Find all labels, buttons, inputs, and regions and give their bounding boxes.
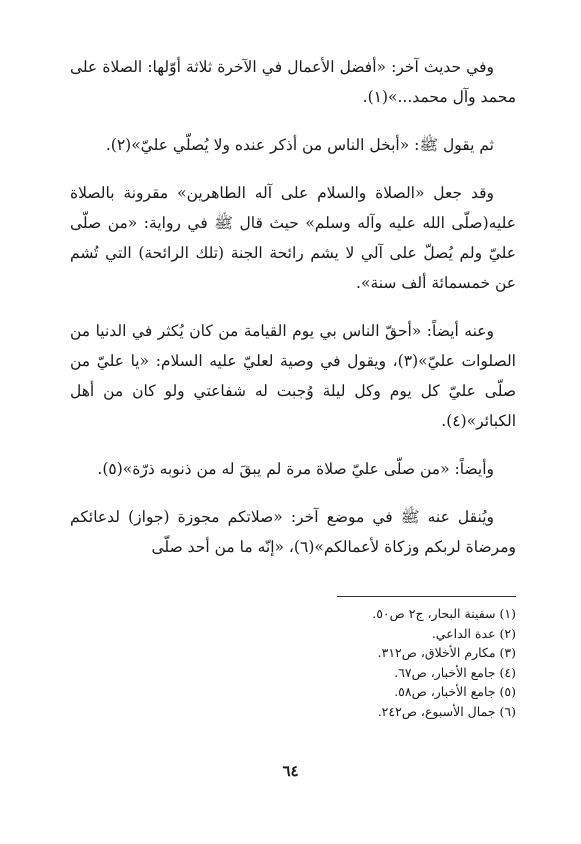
footnotes-list xyxy=(70,604,516,721)
paragraph: وعنه أيضاً: «أحقّ الناس بي يوم القيامة من كان يُكثر في الدنيا من الصلوات عليّ»(٣)، ويقول في وصية لعليّ عليه السلام: «يا عليّ من صلّى عليّ كل يوم وكل ليلة وُجبت له شفاعتي ولو كان من أهل الكبائر»(٤). xyxy=(70,322,516,430)
paragraph: ثم يقول ﷺ: «أبخل الناس من أذكر عنده ولا يُصلّي عليّ»(٢). xyxy=(105,136,494,154)
page-number: ٦٤ xyxy=(282,762,299,780)
paragraph: وأيضاً: «من صلّى عليّ صلاة مرة لم يبقَ له من ذنوبه ذرّة»(٥). xyxy=(97,460,494,478)
footnote-divider xyxy=(337,596,516,597)
paragraph: وفي حديث آخر: «أفضل الأعمال في الآخرة ثلاثة أوّلها: الصلاة على محمد وآل محمد...»(١). xyxy=(70,58,516,106)
footnote: (٢) عدة الداعي. xyxy=(431,625,516,641)
footnote: (٥) جامع الأخبار، ص٥٨. xyxy=(394,684,516,699)
paragraph: ويُنقل عنه ﷺ في موضع آخر: «صلاتكم مجوزة (جواز) لدعائكم ومرضاة لربكم وزكاة لأعمالكم»(٦)، «إنّه ما من أحد صلّى xyxy=(70,508,516,556)
footnote: (٤) جامع الأخبار، ص٦٧. xyxy=(394,664,516,680)
footnote: (٣) مكارم الأخلاق، ص٣١٢. xyxy=(377,645,516,660)
footnote: (٦) جمال الأسبوع، ص٢٤٢. xyxy=(377,703,516,719)
footnote: (١) سفينة البحار، ج٢ ص٥٠. xyxy=(372,606,516,621)
main-text xyxy=(70,52,516,580)
paragraph: وقد جعل «الصلاة والسلام على آله الطاهرين» مقرونة بالصلاة عليه(صلّى الله عليه وآله وسلم» حيث قال ﷺ في رواية: «من صلّى عليّ ولم يُصلّ على آلي لا يشم رائحة الجنة (تلك الرائحة) التي تُشم عن خمسمائة ألف سنة». xyxy=(70,184,516,292)
